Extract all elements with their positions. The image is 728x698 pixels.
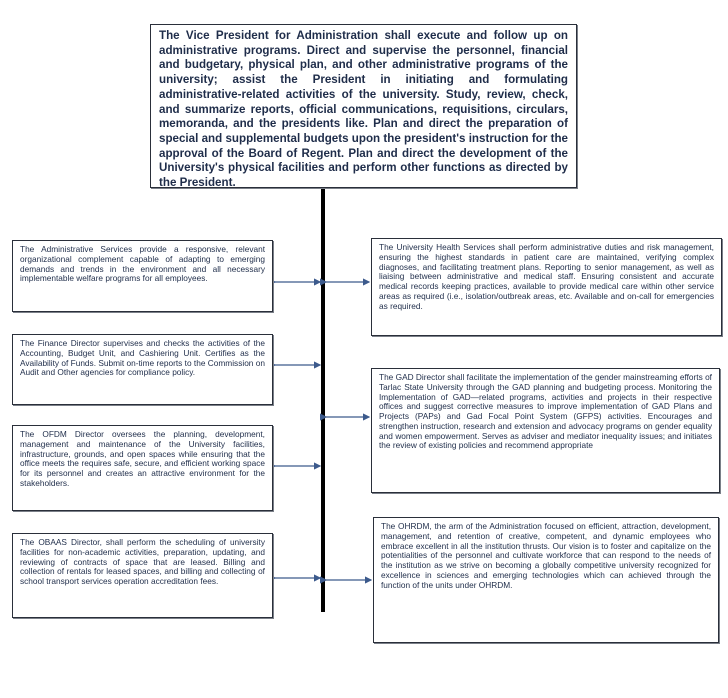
administrative-services-box bbox=[12, 240, 273, 312]
finance-director-box bbox=[12, 334, 273, 405]
finance-director-text: The Finance Director supervises and checks the activities of the Accounting, Budget Unit, and Cashiering Unit. Certifies as the Availability of Funds. Submit on-time reports to the Commission on Audit and Other agencies for compliance policy. bbox=[20, 338, 265, 378]
obaas-director-text: The OBAAS Director, shall perform the scheduling of university facilities for non-academic activities, preparation, updating, and reviewing of contracts of space that are leased. Billing and collection of rentals for leased spaces, and billing and collecting of school transport services operation accreditation fees. bbox=[20, 537, 265, 587]
vp-administration-box bbox=[150, 24, 577, 188]
ofdm-director-text: The OFDM Director oversees the planning, development, management and maintenance of the University facilities, infrastructure, grounds, and open spaces while ensuring that the office meets the requires safe, secure, and efficient working space for its personnel and creates an attractive environment for the stakeholders. bbox=[20, 429, 265, 488]
gad-director-text: The GAD Director shall facilitate the implementation of the gender mainstreaming efforts of Tarlac State University through the GAD planning and budgeting process. Monitoring the Implementation of GAD—related programs, activities and projects in their respective offices and suggest corrective measures to improve implementation of GAD Plans and Projects (PAPs) and Gad Focal Point System (GFPS) activities. Encourages and strengthen instruction, research and extension and advocacy programs on gender equality and women empowerment. Serves as adviser and mediator inequality issues; and initiates the review of existing policies and recommend appropriate bbox=[379, 372, 712, 451]
gad-director-box bbox=[371, 368, 720, 493]
university-health-services-text: The University Health Services shall perform administrative duties and risk management, ensuring the highest standards in patient care are maintained, verifying complex diagnoses, and facilitating treatment plans. Reporting to senior management, as well as liaising between administrative and medical staff. Ensuring consistent and accurate medical records keeping practices, available to provide medical care within other service areas as required (i.e., isolation/outbreak areas, etc. Available and on-call for emergencies as required. bbox=[379, 242, 714, 311]
vp-administration-text: The Vice President for Administration shall execute and follow up on administrative programs. Direct and supervise the personnel, financial and budgetary, physical plan, and other administrative programs of the university; assist the President in initiating and formulating administrative-related activities of the university. Study, review, check, and summarize reports, official communications, requisitions, circulars, memoranda, and the presidents like. Plan and direct the preparation of special and supplemental budgets upon the president's instruction for the approval of the Board of Regent. Plan and direct the development of the University's physical facilities and perform other functions as directed by the President. bbox=[159, 29, 568, 190]
obaas-director-box bbox=[12, 533, 273, 618]
ohrdm-box bbox=[373, 517, 719, 643]
ohrdm-text: The OHRDM, the arm of the Administration focused on efficient, attraction, development, management, and retention of creative, competent, and dynamic employees who embrace excellent in all the institution thrusts. Our vision is to foster and capitalize on the potentialities of the personnel and cultivate workforce that can respond to the needs of the institution as we strive on becoming a globally competitive university recognized for excellence in sciences and emerging technologies which can achieved through the function of the units under OHRDM. bbox=[381, 521, 711, 590]
university-health-services-box bbox=[371, 238, 722, 336]
administrative-services-text: The Administrative Services provide a responsive, relevant organizational complement capable of adapting to emerging demands and trends in the environment and all necessary implementable welfare programs for all employees. bbox=[20, 244, 265, 284]
ofdm-director-box bbox=[12, 425, 273, 511]
